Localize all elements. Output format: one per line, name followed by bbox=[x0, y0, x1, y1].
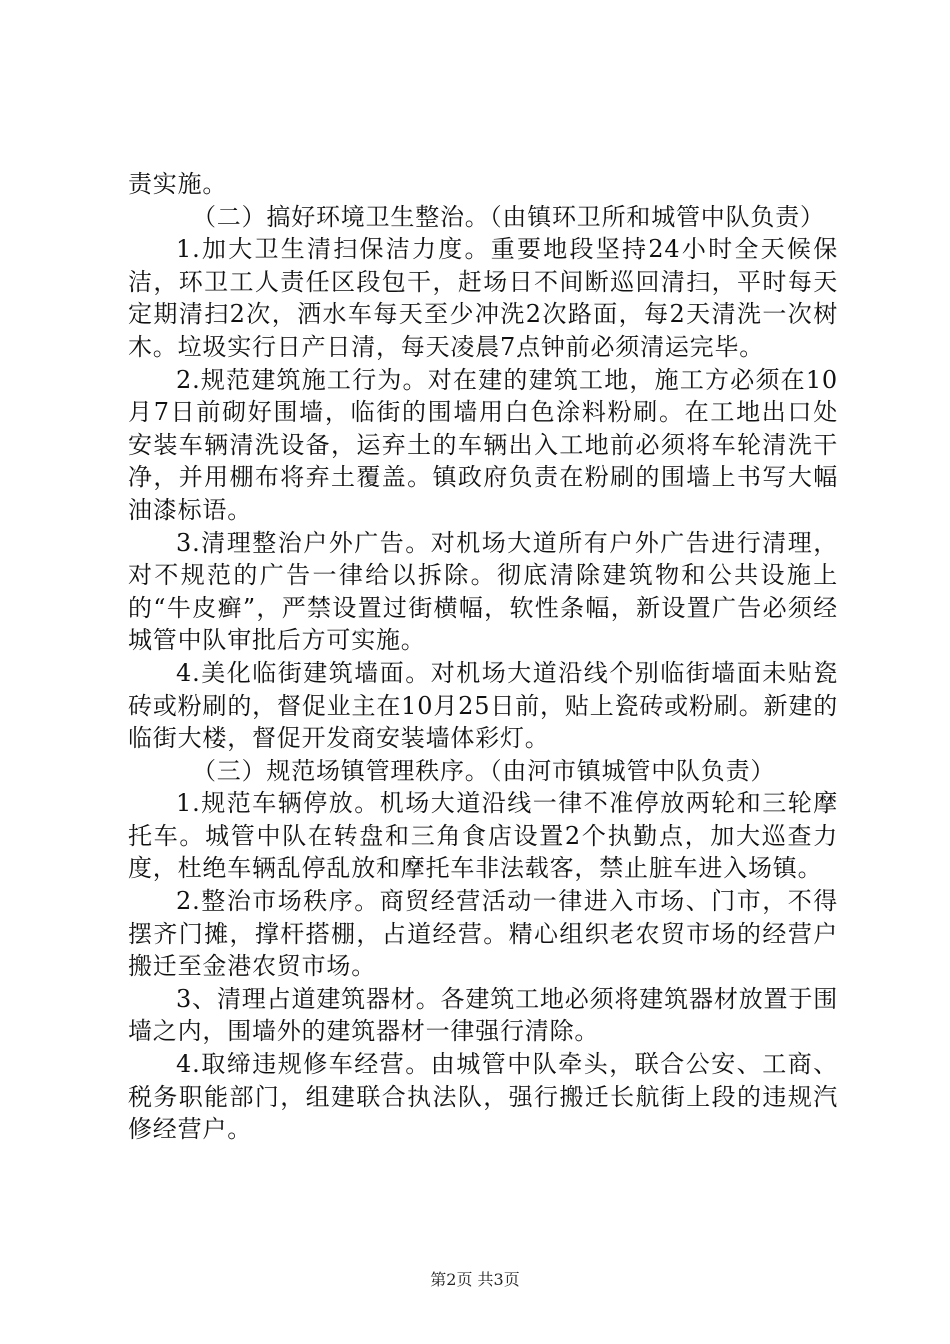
paragraph-item: 2.规范建筑施工行为。对在建的建筑工地，施工方必须在10月7日前砌好围墙，临街的围墙用白色涂料粉刷。在工地出口处安装车辆清洗设备，运弃土的车辆出入工地前必须将车轮清洗干净，并用棚布将弃土覆盖。镇政府负责在粉刷的围墙上书写大幅油漆标语。 bbox=[128, 365, 838, 524]
section-heading-3: （三）规范场镇管理秩序。（由河市镇城管中队负责） bbox=[192, 756, 776, 785]
paragraph-item: 1.加大卫生清扫保洁力度。重要地段坚持24小时全天候保洁，环卫工人责任区段包干，赶场日不间断巡回清扫，平时每天定期清扫2次，洒水车每天至少冲洗2次路面，每2天清洗一次树木。垃圾实行日产日清，每天凌晨7点钟前必须清运完毕。 bbox=[128, 235, 838, 361]
document-body bbox=[128, 168, 838, 1146]
paragraph-item: 3.清理整治户外广告。对机场大道所有户外广告进行清理，对不规范的广告一律给以拆除。彻底清除建筑物和公共设施上的“牛皮癣”，严禁设置过街横幅，软性条幅，新设置广告必须经城管中队审批后方可实施。 bbox=[128, 528, 838, 655]
paragraph-item: 3、清理占道建筑器材。各建筑工地必须将建筑器材放置于围墙之内，围墙外的建筑器材一律强行清除。 bbox=[128, 984, 838, 1046]
paragraph-continuation: 责实施。 bbox=[128, 170, 228, 198]
page-footer: 第2页 共3页 bbox=[430, 1270, 520, 1289]
paragraph-item: 1.规范车辆停放。机场大道沿线一律不准停放两轮和三轮摩托车。城管中队在转盘和三角食店设置2个执勤点，加大巡查力度，杜绝车辆乱停乱放和摩托车非法载客，禁止脏车进入场镇。 bbox=[128, 789, 838, 883]
paragraph-item: 4.取缔违规修车经营。由城管中队牵头，联合公安、工商、税务职能部门，组建联合执法队，强行搬迁长航街上段的违规汽修经营户。 bbox=[128, 1050, 838, 1144]
paragraph-item: 2.整治市场秩序。商贸经营活动一律进入市场、门市，不得摆齐门摊，撑杆搭棚，占道经营。精心组织老农贸市场的经营户搬迁至金港农贸市场。 bbox=[128, 887, 838, 981]
section-heading-2: （二）搞好环境卫生整治。（由镇环卫所和城管中队负责） bbox=[192, 202, 825, 231]
paragraph-item: 4.美化临街建筑墙面。对机场大道沿线个别临街墙面未贴瓷砖或粉刷的，督促业主在10月25日前，贴上瓷砖或粉刷。新建的临街大楼，督促开发商安装墙体彩灯。 bbox=[128, 658, 838, 753]
